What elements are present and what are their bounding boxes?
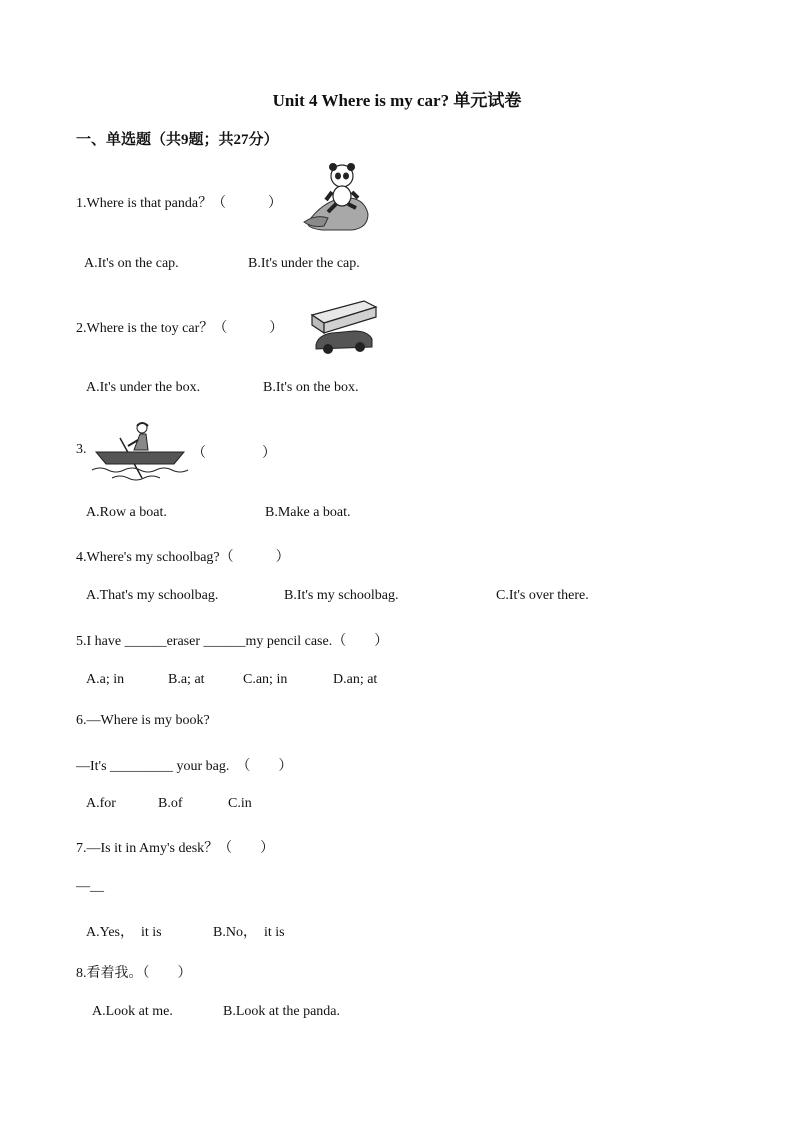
q2-option-a[interactable]: A.It's under the box.	[86, 380, 201, 395]
q1-option-b[interactable]: B.It's under the cap.	[248, 256, 360, 271]
question-3-blank: （ ）	[192, 446, 276, 461]
q6-option-b[interactable]: B.of	[158, 796, 183, 811]
question-3-stem: 3.	[76, 442, 87, 457]
q7-option-b[interactable]: B.No， it is	[213, 925, 285, 940]
q3-option-a[interactable]: A.Row a boat.	[86, 505, 167, 520]
q4-option-b[interactable]: B.It's my schoolbag.	[284, 588, 399, 603]
q5-option-a[interactable]: A.a; in	[86, 672, 125, 687]
question-5-stem: 5.I have ______eraser ______my pencil case.（ ）	[76, 634, 389, 649]
q5-option-b[interactable]: B.a; at	[168, 672, 205, 687]
q7-option-a[interactable]: A.Yes， it is	[86, 925, 162, 940]
q3-option-b[interactable]: B.Make a boat.	[265, 505, 351, 520]
question-4-stem: 4.Where's my schoolbag?（ ）	[76, 550, 290, 565]
question-2-stem: 2.Where is the toy car？（ ）	[76, 321, 284, 336]
section-heading: 一、单选题（共9题；共27分）	[76, 132, 279, 148]
q4-option-c[interactable]: C.It's over there.	[496, 588, 589, 603]
q5-option-d[interactable]: D.an; at	[333, 672, 378, 687]
q8-option-b[interactable]: B.Look at the panda.	[223, 1004, 341, 1019]
panda-on-cap-image	[302, 162, 372, 234]
q1-option-a[interactable]: A.It's on the cap.	[84, 256, 179, 271]
q6-option-c[interactable]: C.in	[228, 796, 252, 811]
q6-option-a[interactable]: A.for	[86, 796, 116, 811]
q8-option-a[interactable]: A.Look at me.	[92, 1004, 173, 1019]
q2-option-b[interactable]: B.It's on the box.	[263, 380, 359, 395]
car-under-box-image	[310, 297, 378, 355]
q4-option-a[interactable]: A.That's my schoolbag.	[86, 588, 219, 603]
question-7-stem-2: —__	[76, 879, 104, 894]
question-7-stem: 7.—Is it in Amy's desk？（ ）	[76, 841, 275, 856]
question-1-stem: 1.Where is that panda？（ ）	[76, 196, 283, 211]
question-6-stem: 6.—Where is my book?	[76, 713, 210, 728]
girl-rowing-boat-image	[92, 420, 188, 484]
q5-option-c[interactable]: C.an; in	[243, 672, 288, 687]
question-6-stem-2: —It's _________ your bag. （ ）	[76, 759, 293, 774]
page-title: Unit 4 Where is my car? 单元试卷	[272, 91, 522, 110]
question-8-stem: 8.看着我。（ ）	[76, 966, 192, 981]
